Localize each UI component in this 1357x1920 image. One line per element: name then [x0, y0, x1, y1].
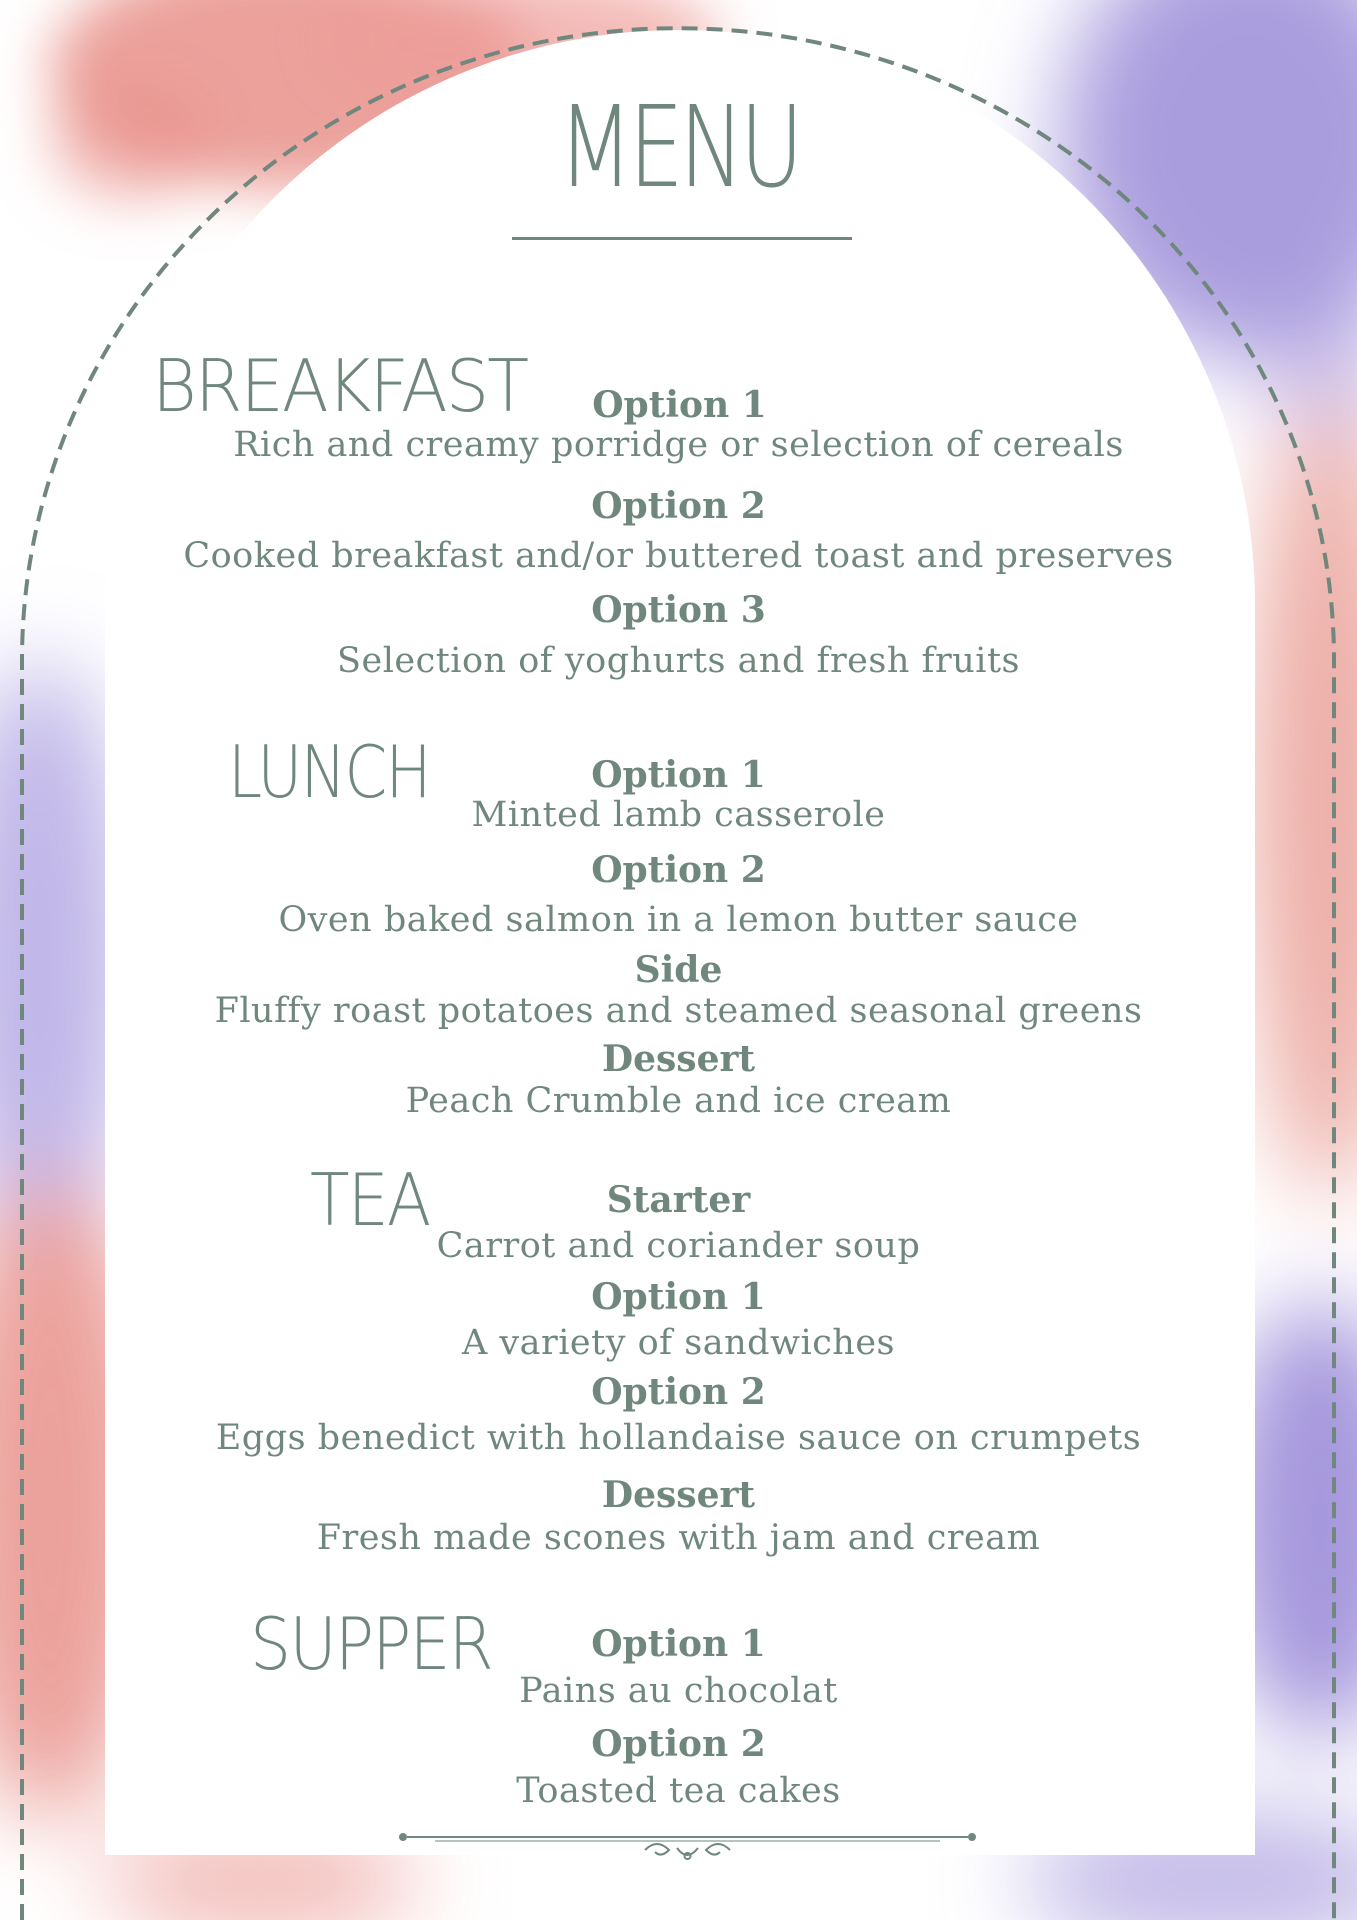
lunch-option-1-label: Option 1: [591, 754, 766, 796]
supper-option-2-text: Toasted tea cakes: [516, 1771, 841, 1811]
tea-starter-label: Starter: [606, 1179, 751, 1221]
breakfast-option-3-text: Selection of yoghurts and fresh fruits: [337, 641, 1020, 681]
lunch-side-text: Fluffy roast potatoes and steamed seasonal greens: [214, 991, 1143, 1031]
breakfast-option-1-label: Option 1: [592, 384, 767, 426]
tea-dessert-text: Fresh made scones with jam and cream: [316, 1518, 1041, 1558]
tea-option-1-text: A variety of sandwiches: [461, 1323, 896, 1363]
supper-option-2-label: Option 2: [591, 1723, 766, 1765]
lunch-option-2-label: Option 2: [591, 849, 766, 891]
tea-dessert-label: Dessert: [601, 1474, 756, 1516]
title-underline: [512, 237, 852, 240]
lunch-option-1-text: Minted lamb casserole: [471, 795, 886, 835]
breakfast-option-1-text: Rich and creamy porridge or selection of cereals: [233, 425, 1124, 465]
flourish-divider-icon: [395, 1826, 980, 1866]
lunch-option-2-text: Oven baked salmon in a lemon butter sauce: [278, 900, 1079, 940]
menu-title: MENU: [557, 83, 800, 213]
tea-option-1-label: Option 1: [591, 1276, 766, 1318]
tea-starter-text: Carrot and coriander soup: [436, 1226, 921, 1266]
breakfast-option-2-text: Cooked breakfast and/or buttered toast and preserves: [183, 536, 1174, 576]
lunch-side-label: Side: [634, 949, 723, 991]
lunch-dessert-label: Dessert: [601, 1038, 756, 1080]
lunch-dessert-text: Peach Crumble and ice cream: [405, 1081, 952, 1121]
lunch-heading: LUNCH: [228, 730, 430, 814]
supper-heading: SUPPER: [250, 1602, 492, 1686]
breakfast-option-2-label: Option 2: [591, 485, 766, 527]
supper-option-1-text: Pains au chocolat: [519, 1671, 838, 1711]
breakfast-heading: BREAKFAST: [152, 344, 528, 428]
tea-option-2-text: Eggs benedict with hollandaise sauce on crumpets: [215, 1418, 1142, 1458]
tea-option-2-label: Option 2: [591, 1371, 766, 1413]
supper-option-1-label: Option 1: [591, 1623, 766, 1665]
tea-heading: TEA: [310, 1158, 430, 1242]
breakfast-option-3-label: Option 3: [591, 589, 766, 631]
